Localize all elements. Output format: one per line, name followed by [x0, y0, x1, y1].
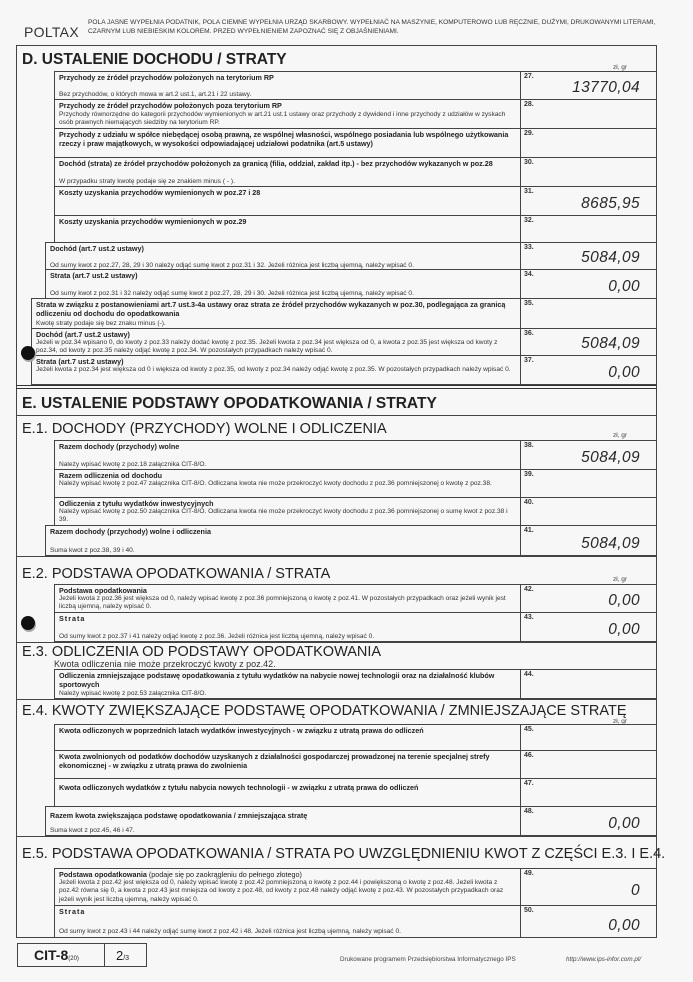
- amount-field-49[interactable]: [520, 869, 656, 905]
- field-desc: Od sumy kwot z poz.37 i 41 należy odjąć kwotę z poz.36. Jeżeli różnica jest liczbą ujemną, należy wpisać 0.: [59, 633, 375, 640]
- position-number: 34.: [524, 271, 534, 278]
- amount-value: 0,00: [608, 917, 640, 934]
- position-number: 44.: [524, 671, 534, 678]
- field-desc: Od sumy kwot z poz.31 i 32 należy odjąć sumę kwot z poz.27, 28, 29 i 30. Jeżeli różnica jest liczbą ujemną, należy wpisać 0.: [50, 290, 414, 297]
- brand-poltax: POLTAX: [24, 24, 79, 40]
- position-number: 45.: [524, 726, 534, 733]
- field-row-31: [54, 186, 657, 216]
- amount-value: 5084,09: [581, 449, 640, 466]
- amount-field-41[interactable]: [520, 526, 656, 555]
- amount-field-42[interactable]: [520, 585, 656, 612]
- position-number: 32.: [524, 217, 534, 224]
- amount-field-33[interactable]: [520, 243, 656, 269]
- field-row-34: [45, 269, 657, 299]
- amount-value: 0,00: [608, 621, 640, 638]
- field-label: Podstawa opodatkowania: [59, 586, 147, 595]
- field-row-47: [54, 778, 657, 807]
- amount-field-27[interactable]: [520, 72, 656, 99]
- units-label: zł, gr: [613, 64, 628, 71]
- field-row-40: [54, 497, 657, 526]
- position-number: 27.: [524, 73, 534, 80]
- units-label: zł, gr: [613, 432, 628, 439]
- position-number: 46.: [524, 752, 534, 759]
- field-label: Dochód (art.7 ust.2 ustawy): [36, 330, 130, 339]
- field-label: Razem dochody (przychody) wolne: [59, 442, 180, 451]
- subsection-e3-note: Kwota odliczenia nie może przekroczyć kwoty z poz.42.: [54, 659, 276, 669]
- position-number: 35.: [524, 300, 534, 307]
- field-row-45: [54, 724, 657, 751]
- field-desc: W przypadku straty kwotę podaje się ze znakiem minus ( - ).: [59, 178, 235, 185]
- position-number: 42.: [524, 586, 534, 593]
- field-row-44: [54, 669, 657, 699]
- field-label: Przychody ze źródeł przychodów położonych poza terytorium RP: [59, 101, 282, 110]
- field-label: Odliczenia zmniejszające podstawę opodatkowania z tytułu wydatków na nabycie nowej technologii oraz na działalność klubów sportowych: [59, 671, 495, 689]
- amount-field-46[interactable]: [520, 751, 656, 778]
- amount-value: 5084,09: [581, 249, 640, 266]
- amount-field-35[interactable]: [520, 299, 656, 328]
- position-number: 47.: [524, 780, 534, 787]
- position-number: 41.: [524, 527, 534, 534]
- position-number: 36.: [524, 330, 534, 337]
- field-label: [59, 870, 514, 879]
- field-label: Strata: [59, 907, 86, 916]
- position-number: 28.: [524, 101, 534, 108]
- amount-field-28[interactable]: [520, 100, 656, 128]
- position-number: 31.: [524, 188, 534, 195]
- amount-field-30[interactable]: [520, 158, 656, 186]
- form-instructions: POLA JASNE WYPEŁNIA PODATNIK, POLA CIEMNE WYPEŁNIA URZĄD SKARBOWY. WYPEŁNIAĆ NA MASZYNIE, KOMPUTEROWO LUB RĘCZNIE, DUŻYMI, DRUKOWANYMI LITERAMI, CZARNYM LUB NIEBIESKIM KOLOREM. PRZED WYPEŁNIENIEM ZAPOZNAĆ SIĘ Z OBJAŚNIENIAMI.: [88, 19, 656, 35]
- units-label: zł, gr: [613, 576, 628, 583]
- position-number: 48.: [524, 808, 534, 815]
- field-label: Dochód (strata) ze źródeł przychodów położonych za granicą (filia, oddział, zakład itp.) - bez przychodów wykazanych w poz.28: [59, 159, 493, 168]
- field-label: Przychody z udziału w spółce niebędącej osobą prawną, ze wspólnej własności, wspólnego posiadania lub wspólnego użytkowania rzeczy i praw majątkowych, w wysokości odpowiadającej udziałowi podatnika (art.5 ustawy): [59, 130, 509, 148]
- amount-field-29[interactable]: [520, 129, 656, 157]
- field-row-35: [31, 298, 657, 329]
- subsection-e5-title: E.5. PODSTAWA OPODATKOWANIA / STRATA PO UWZGLĘDNIENIU KWOT Z CZĘŚCI E.3. I E.4.: [22, 846, 666, 862]
- amount-value: 0: [630, 882, 640, 899]
- field-desc: Bez przychodów, o których mowa w art.2 ust.1, art.21 i 22 ustawy.: [59, 91, 252, 98]
- amount-field-37[interactable]: [520, 356, 656, 384]
- divider: [16, 642, 657, 643]
- field-label: Strata: [59, 614, 86, 623]
- page-number: 2: [116, 948, 124, 963]
- field-label: Odliczenia z tytułu wydatków inwestycyjnych: [59, 499, 214, 508]
- field-label: Strata (art.7 ust.2 ustawy): [50, 271, 138, 280]
- field-desc: Kwotę straty podaje się bez znaku minus (-).: [36, 320, 166, 327]
- amount-field-34[interactable]: [520, 270, 656, 298]
- divider: [104, 944, 105, 966]
- divider: [16, 415, 657, 416]
- divider: [16, 699, 657, 700]
- field-label-main: Podstawa opodatkowania: [59, 870, 147, 879]
- amount-field-44[interactable]: [520, 670, 656, 698]
- field-row-30: [54, 157, 657, 187]
- form-version: (20): [68, 956, 79, 962]
- amount-value: 0,00: [608, 278, 640, 295]
- field-row-36: [31, 328, 657, 356]
- field-label: Przychody ze źródeł przychodów położonych na terytorium RP: [59, 73, 274, 82]
- position-number: 30.: [524, 159, 534, 166]
- field-desc: Jeżeli kwota z poz.36 jest większa od 0, należy wpisać kwotę z poz.36 pomniejszoną o kwotę z poz.41. W pozostałych przypadkach oraz jeżeli wynik jest liczbą ujemną, należy wpisać 0.: [59, 595, 506, 611]
- field-label: Koszty uzyskania przychodów wymienionych w poz.27 i 28: [59, 188, 261, 197]
- field-row-37: [31, 355, 657, 385]
- position-number: 43.: [524, 614, 534, 621]
- field-row-41: [45, 525, 657, 556]
- amount-field-48[interactable]: [520, 807, 656, 835]
- field-label: Strata w związku z postanowieniami art.7 ust.3-4a ustawy oraz strata ze źródeł przychodów wykazanych w poz.30, podlegająca za granicą odliczeniu od dochodu do opodatkowania: [36, 300, 506, 318]
- amount-field-50[interactable]: [520, 906, 656, 937]
- position-number: 40.: [524, 499, 534, 506]
- divider: [16, 556, 657, 557]
- amount-field-31[interactable]: [520, 187, 656, 215]
- punch-hole-icon: [21, 616, 35, 630]
- position-number: 39.: [524, 471, 534, 478]
- field-desc: Jeżeli kwota z poz.34 jest większa od 0 i większa od kwoty z poz.35, od kwoty z poz.34 należy odjąć kwotę z poz.35. W pozostałych przypadkach należy wpisać 0.: [36, 366, 511, 373]
- field-desc: Należy wpisać kwotę z poz.18 załącznika CIT-8/O.: [59, 461, 207, 468]
- amount-value: 5084,09: [581, 335, 640, 352]
- field-row-29: [54, 128, 657, 158]
- page-total: /3: [123, 955, 130, 962]
- field-row-28: [54, 99, 657, 129]
- amount-field-45[interactable]: [520, 725, 656, 750]
- divider: [16, 836, 657, 837]
- field-label: Razem odliczenia od dochodu: [59, 471, 163, 480]
- field-row-42: [54, 584, 657, 613]
- amount-field-47[interactable]: [520, 779, 656, 806]
- section-e-title: E. USTALENIE PODSTAWY OPODATKOWANIA / STRATY: [22, 395, 437, 412]
- field-desc: Jeżeli kwota z poz.42 jest większa od 0, należy wpisać kwotę z poz.42 pomniejszoną o kwotę z poz.44 i powiększoną o kwotę z poz.48. Jeżeli kwota z poz.42 równa się 0, a kwota z poz.43 jest mniejsza od kwoty z poz.48, od kwoty z poz.48 należy odjąć kwotę z poz.43. W pozostałych przypadkach oraz jeżeli wynik jest liczbą ujemną, należy wpisać 0.: [59, 879, 504, 903]
- amount-value: 5084,09: [581, 535, 640, 552]
- field-label: Kwota odliczonych wydatków z tytułu nabycia nowych technologii - w związku z utratą prawa do odliczeń: [59, 783, 419, 792]
- field-desc: Przychody równorzędne do kategorii przychodów wymienionych w art.21 ust.1 ustawy oraz przychody z dywidend i inne przychody z udziałów w zyskach osób prawnych niemających siedziby na terytorium RP.: [59, 111, 506, 127]
- amount-field-38[interactable]: [520, 441, 656, 469]
- field-row-33: [45, 242, 657, 270]
- amount-value: 0,00: [608, 592, 640, 609]
- form-code: [34, 947, 79, 963]
- field-row-48: [45, 806, 657, 836]
- subsection-e4-title: E.4. KWOTY ZWIĘKSZAJĄCE PODSTAWĘ OPODATKOWANIA / ZMNIEJSZAJĄCE STRATĘ: [22, 703, 627, 719]
- position-number: 49.: [524, 870, 534, 877]
- units-label: zł, gr: [613, 718, 628, 725]
- subsection-e3-title: E.3. ODLICZENIA OD PODSTAWY OPODATKOWANIA: [22, 644, 382, 660]
- field-label: Koszty uzyskania przychodów wymienionych w poz.29: [59, 217, 247, 226]
- field-row-39: [54, 469, 657, 498]
- field-label-suffix: (podaje się po zaokrągleniu do pełnego złotego): [146, 870, 302, 879]
- printed-by-note: Drukowane programem Przedsiębiorstwa Informatycznego IPS: [340, 956, 516, 963]
- position-number: 29.: [524, 130, 534, 137]
- field-row-46: [54, 750, 657, 779]
- field-label: Kwota odliczonych w poprzednich latach wydatków inwestycyjnych - w związku z utratą prawa do odliczeń: [59, 726, 424, 735]
- form-id-box: [17, 943, 147, 967]
- punch-hole-icon: [21, 346, 35, 360]
- section-d-title: D. USTALENIE DOCHODU / STRATY: [22, 51, 287, 68]
- subsection-e2-title: E.2. PODSTAWA OPODATKOWANIA / STRATA: [22, 566, 331, 582]
- amount-field-40[interactable]: [520, 498, 656, 525]
- subsection-e1-title: E.1. DOCHODY (PRZYCHODY) WOLNE I ODLICZENIA: [22, 421, 387, 437]
- amount-field-39[interactable]: [520, 470, 656, 497]
- page-indicator: [116, 948, 129, 963]
- section-divider: [16, 385, 657, 389]
- form-code-text: CIT-8: [34, 947, 69, 963]
- field-row-43: [54, 612, 657, 642]
- field-desc: Jeżeli w poz.34 wpisano 0, do kwoty z poz.33 należy dodać kwotę z poz.35. Jeżeli kwota z poz.34 jest większa od 0, a kwota z poz.35 jest większa od kwoty z poz.34, od kwoty z poz.35 należy odjąć kwotę z poz.34. W pozostałych przypadkach należy wpisać 0.: [36, 339, 498, 355]
- field-row-50: [54, 905, 657, 938]
- amount-field-36[interactable]: [520, 329, 656, 355]
- field-row-38: [54, 440, 657, 470]
- field-row-32: [54, 215, 657, 243]
- field-desc: Od sumy kwot z poz.27, 28, 29 i 30 należy odjąć sumę kwot z poz.31 i 32. Jeżeli różnica jest liczbą ujemną, należy wpisać 0.: [50, 262, 414, 269]
- field-label: Kwota zwolnionych od podatków dochodów uzyskanych z działalności gospodarczej prowadzonej na terenie specjalnej strefy ekonomicznej - w związku z utratą prawa do zwolnienia: [59, 752, 490, 770]
- field-row-49: [54, 868, 657, 906]
- field-label: Razem dochody (przychody) wolne i odliczenia: [50, 527, 211, 536]
- amount-value: 8685,95: [581, 195, 640, 212]
- position-number: 37.: [524, 357, 534, 364]
- amount-value: 0,00: [608, 364, 640, 381]
- amount-value: 0,00: [608, 815, 640, 832]
- amount-value: 13770,04: [572, 79, 640, 96]
- field-label: Dochód (art.7 ust.2 ustawy): [50, 244, 144, 253]
- field-label: Razem kwota zwiększająca podstawę opodatkowania / zmniejszająca stratę: [50, 811, 308, 820]
- field-desc: Suma kwot z poz.45, 46 i 47.: [50, 827, 135, 834]
- amount-field-32[interactable]: [520, 216, 656, 242]
- field-desc: Od sumy kwot z poz.43 i 44 należy odjąć sumę kwot z poz.42 i 48. Jeżeli różnica jest liczbą ujemną, należy wpisać 0.: [59, 928, 401, 935]
- field-desc: Należy wpisać kwotę z poz.53 załącznika CIT-8/O.: [59, 690, 207, 697]
- footer-url: http://www.ips-infor.com.pl/: [566, 956, 642, 963]
- position-number: 50.: [524, 907, 534, 914]
- position-number: 33.: [524, 244, 534, 251]
- position-number: 38.: [524, 442, 534, 449]
- field-label: Strata (art.7 ust.2 ustawy): [36, 357, 124, 366]
- field-row-27: [54, 71, 657, 100]
- field-desc: Suma kwot z poz.38, 39 i 40.: [50, 547, 135, 554]
- amount-field-43[interactable]: [520, 613, 656, 641]
- field-desc: Należy wpisać kwotę z poz.50 załącznika CIT-8/O. Odliczana kwota nie może przekroczyć kwoty dochodu z poz.36 pomniejszonej o sumę kwot z poz.38 i 39.: [59, 508, 508, 524]
- field-desc: Należy wpisać kwotę z poz.47 załącznika CIT-8/O. Odliczana kwota nie może przekroczyć kwoty dochodu z poz.36 pomniejszonej o kwotę z poz.38.: [59, 480, 492, 487]
